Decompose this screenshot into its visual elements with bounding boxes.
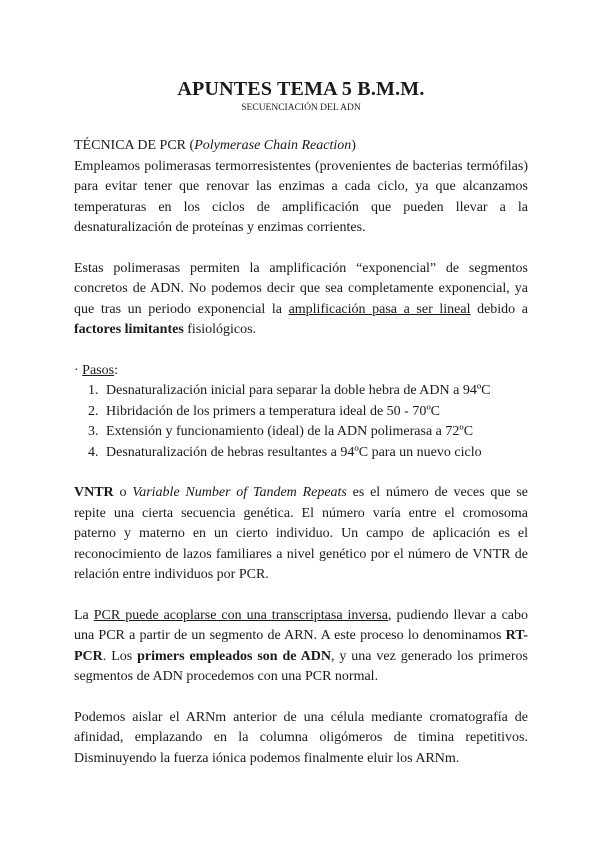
list-item: 4. Desnaturalización de hebras resultantes a 94ºC para un nuevo ciclo: [102, 443, 528, 464]
steps-label: · Pasos:: [74, 362, 118, 378]
list-item: 1. Desnaturalización inicial para separar la doble hebra de ADN a 94ºC: [102, 381, 528, 402]
list-item: 3. Extensión y funcionamiento (ideal) de la ADN polimerasa a 72ºC: [102, 422, 528, 443]
arnm-paragraph: Podemos aislar el ARNm anterior de una célula mediante cromatografía de afinidad, emplazando en la columna oligómeros de timina repetitivos. Disminuyendo la fuerza iónica podemos finalmente eluir los ARNm.: [74, 709, 528, 766]
pcr-paragraph-2: Estas polimerasas permiten la amplificación “exponencial” de segmentos concretos de ADN. No podemos decir que sea completamente exponencial, ya que tras un periodo exponencial la amplificación pasa a ser lineal debido a factores limitantes fisiológicos.: [74, 260, 528, 337]
pcr-paragraph-1: Empleamos polimerasas termorresistentes (provenientes de bacterias termófilas) para evitar tener que renovar las enzimas a cada ciclo, ya que alcanzamos temperaturas en los ciclos de amplificación que pueden llevar a la desnaturalización de proteínas y enzimas corrientes.: [74, 158, 528, 235]
page-title: APUNTES TEMA 5 B.M.M.: [177, 78, 425, 100]
pcr-heading: TÉCNICA DE PCR (Polymerase Chain Reaction): [74, 138, 356, 153]
list-item: 2. Hibridación de los primers a temperatura ideal de 50 - 70ºC: [102, 402, 528, 423]
steps-list: [74, 381, 528, 463]
vntr-paragraph: VNTR o Variable Number of Tandem Repeats es el número de veces que se repite una cierta secuencia genética. El número varía entre el cromosoma paterno y materno en un cierto individuo. Un campo de aplicación es el reconocimiento de lazos familiares a nivel genético por el número de VNTR de relación entre individuos por PCR.: [74, 485, 528, 582]
rtpcr-paragraph: La PCR puede acoplarse con una transcriptasa inversa, pudiendo llevar a cabo una PCR a partir de un segmento de ARN. A este proceso lo denominamos RT-PCR. Los primers empleados son de ADN, y una vez generado los primeros segmentos de ADN procedemos con una PCR normal.: [74, 607, 528, 684]
page-subtitle: SECUENCIACIÓN DEL ADN: [241, 103, 361, 113]
